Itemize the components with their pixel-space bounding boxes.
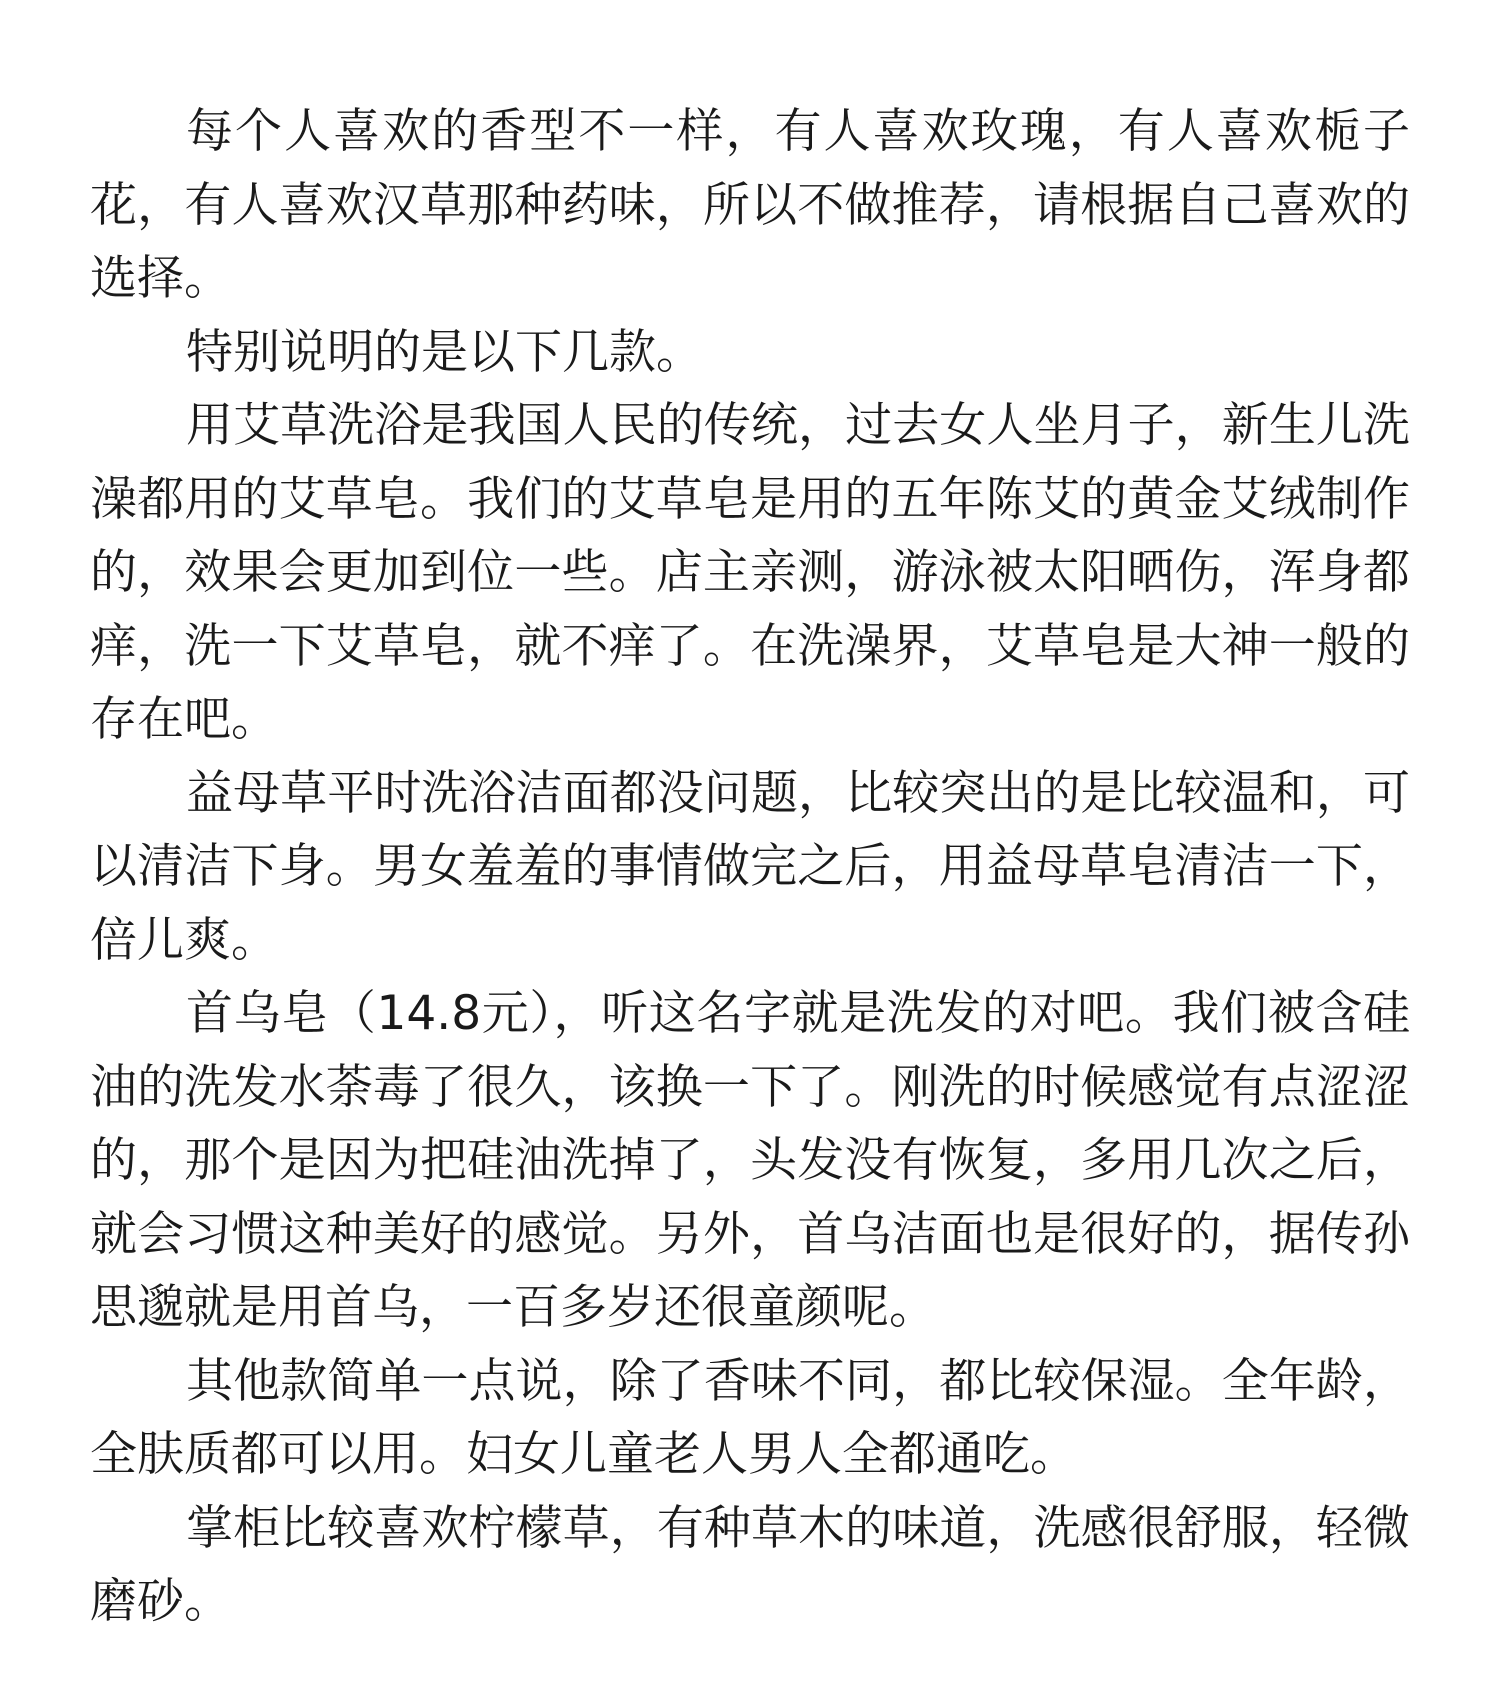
paragraph-mugwort-soap: 用艾草洗浴是我国人民的传统，过去女人坐月子，新生儿洗澡都用的艾草皂。我们的艾草皂是用的五年陈艾的黄金艾绒制作的，效果会更加到位一些。店主亲测，游泳被太阳晒伤，浑身都痒，洗一下艾草皂，就不痒了。在洗澡界，艾草皂是大神一般的存在吧。 — [90, 398, 1410, 747]
document-body — [90, 95, 1410, 1639]
paragraph-scent-preference: 每个人喜欢的香型不一样，有人喜欢玫瑰，有人喜欢栀子花，有人喜欢汉草那种药味，所以不做推荐，请根据自己喜欢的选择。 — [90, 104, 1410, 306]
paragraph-motherwort-soap: 益母草平时洗浴洁面都没问题，比较突出的是比较温和，可以清洁下身。男女羞羞的事情做完之后，用益母草皂清洁一下，倍儿爽。 — [90, 765, 1410, 968]
paragraph-lemongrass-soap: 掌柜比较喜欢柠檬草，有种草木的味道，洗感很舒服，轻微磨砂。 — [90, 1500, 1410, 1629]
paragraph-special-note: 特别说明的是以下几款。 — [186, 324, 703, 380]
paragraph-other-soaps: 其他款简单一点说，除了香味不同，都比较保湿。全年龄，全肤质都可以用。妇女儿童老人男人全都通吃。 — [90, 1353, 1410, 1482]
paragraph-fleeceflower-soap: 首乌皂（14.8元），听这名字就是洗发的对吧。我们被含硅油的洗发水荼毒了很久，该换一下了。刚洗的时候感觉有点涩涩的，那个是因为把硅油洗掉了，头发没有恢复，多用几次之后，就会习惯这种美好的感觉。另外，首乌洁面也是很好的，据传孙思邈就是用首乌，一百多岁还很童颜呢。 — [90, 986, 1410, 1335]
